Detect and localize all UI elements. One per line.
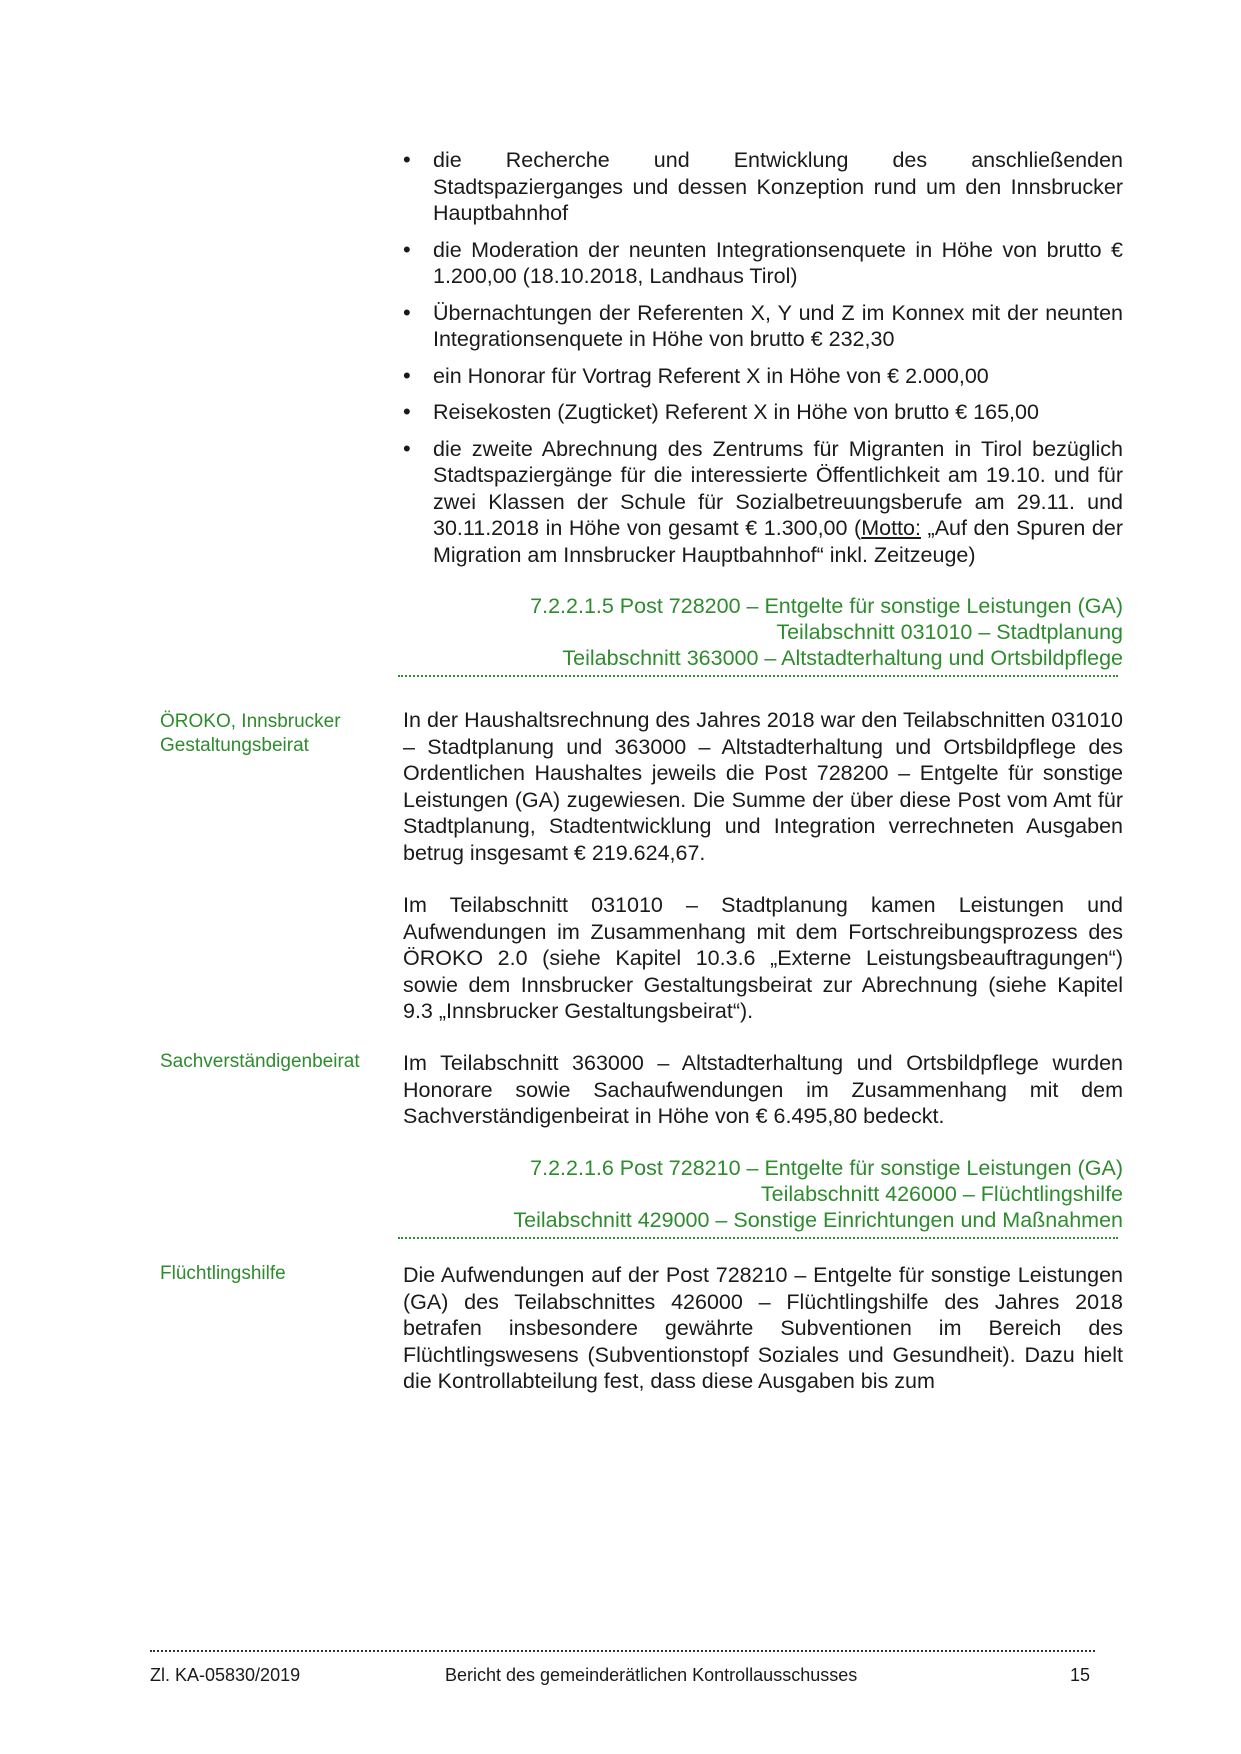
bullet-icon: • [403, 399, 411, 424]
margin-note-fluechtlingshilfe: Flüchtlingshilfe [160, 1263, 286, 1284]
heading-divider [398, 675, 1118, 677]
bullet-icon: • [403, 299, 411, 325]
list-item: • die Moderation der neunten Integrationsenquete in Höhe von brutto € 1.200,00 (18.10.2018, Landhaus Tirol) [403, 236, 1123, 288]
paragraph-fluechtlingshilfe: Die Aufwendungen auf der Post 728210 – Entgelte für sonstige Leistungen (GA) des Teilabschnittes 426000 – Flüchtlingshilfe des Jahres 2018 betrafen insbesondere gewährte Subventionen im Bereich des Flüchtlingswesens (Subventionstopf Soziales und Gesundheit). Dazu hielt die Kontrollabteilung fest, dass diese Ausgaben bis zum [403, 1263, 1123, 1393]
bullet-list [403, 147, 1123, 578]
margin-note-oroko: ÖROKO, Innsbrucker Gestaltungsbeirat [160, 711, 341, 756]
bullet-icon: • [403, 362, 411, 388]
section-heading-7-2-2-1-6: 7.2.2.1.6 Post 728210 – Entgelte für sonstige Leistungen (GA) Teilabschnitt 426000 – Flüchtlingshilfe Teilabschnitt 429000 – Sonstige Einrichtungen und Maßnahmen [513, 1156, 1123, 1232]
paragraph-altstadterhaltung: Im Teilabschnitt 363000 – Altstadterhaltung und Ortsbildpflege wurden Honorare sowie Sachaufwendungen im Zusammenhang mit dem Sachverständigenbeirat in Höhe von € 6.495,80 bedeckt. [403, 1051, 1123, 1128]
list-item: • die zweite Abrechnung des Zentrums für Migranten in Tirol bezüglich Stadtspaziergänge für die interessierte Öffentlichkeit am 19.10. und für zwei Klassen der Schule für Sozialbetreuungsberufe am 29.11. und 30.11.2018 in Höhe von gesamt € 1.300,00 (Motto: „Auf den Spuren der Migration am Innsbrucker Hauptbahnhof“ inkl. Zeitzeuge) [403, 435, 1123, 567]
bullet-icon: • [403, 236, 411, 262]
footer-title: Bericht des gemeinderätlichen Kontrollausschusses [445, 1665, 858, 1685]
list-item: • ein Honorar für Vortrag Referent X in Höhe von € 2.000,00 [403, 362, 989, 388]
paragraph-haushaltsrechnung: In der Haushaltsrechnung des Jahres 2018 war den Teilabschnitten 031010 – Stadtplanung und 363000 – Altstadterhaltung und Ortsbildpflege des Ordentlichen Haushaltes jeweils die Post 728200 – Entgelte für sonstige Leistungen (GA) zugewiesen. Die Summe der über diese Post vom Amt für Stadtplanung, Stadtentwicklung und Integration verrechneten Ausgaben betrug insgesamt € 219.624,67. [403, 708, 1123, 865]
paragraph-stadtplanung: Im Teilabschnitt 031010 – Stadtplanung kamen Leistungen und Aufwendungen im Zusammenhang mit dem Fortschreibungsprozess des ÖROKO 2.0 (siehe Kapitel 10.3.6 „Externe Leistungsbeauftragungen“) sowie dem Innsbrucker Gestaltungsbeirat zur Abrechnung (siehe Kapitel 9.3 „Innsbrucker Gestaltungsbeirat“). [403, 893, 1123, 1023]
footer-divider [150, 1650, 1095, 1652]
footer-reference: Zl. KA-05830/2019 [150, 1665, 301, 1685]
heading-divider [398, 1237, 1118, 1239]
list-item: • die Recherche und Entwicklung des anschließenden Stadtspazierganges und dessen Konzeption rund um den Innsbrucker Hauptbahnhof [403, 147, 1123, 225]
bullet-icon: • [403, 435, 411, 461]
list-item: • Reisekosten (Zugticket) Referent X in Höhe von brutto € 165,00 [403, 399, 1039, 424]
bullet-icon: • [403, 147, 411, 172]
page-number: 15 [1070, 1665, 1091, 1685]
motto-label: Motto: [861, 516, 921, 540]
section-heading-7-2-2-1-5: 7.2.2.1.5 Post 728200 – Entgelte für sonstige Leistungen (GA) Teilabschnitt 031010 – Stadtplanung Teilabschnitt 363000 – Altstadterhaltung und Ortsbildpflege [530, 594, 1123, 670]
margin-note-sachverstaendigenbeirat: Sachverständigenbeirat [160, 1051, 360, 1072]
list-item: • Übernachtungen der Referenten X, Y und Z im Konnex mit der neunten Integrationsenquete in Höhe von brutto € 232,30 [403, 299, 1123, 351]
